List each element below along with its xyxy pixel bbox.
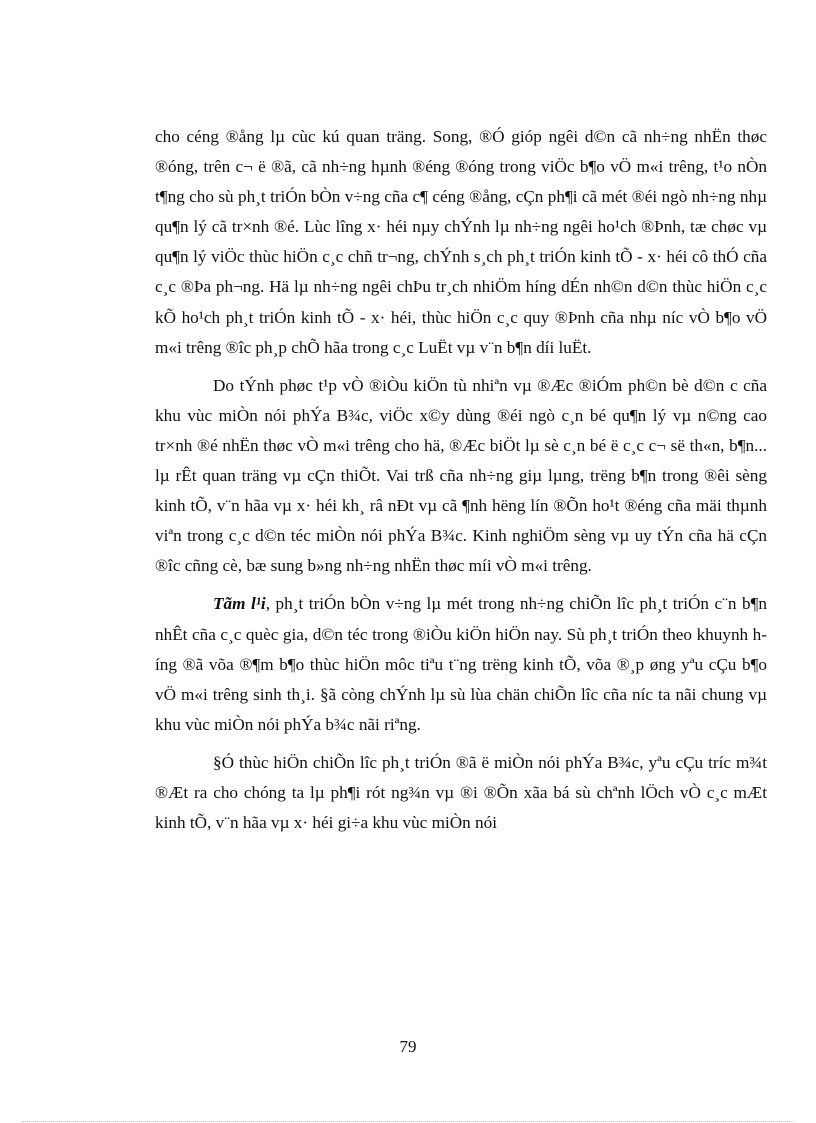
page-number: 79 [399, 1037, 417, 1056]
body-text [155, 122, 767, 838]
paragraph-2 [155, 371, 767, 582]
paragraph-3 [155, 589, 767, 739]
paragraph-4-text: §Ó thùc hiÖn chiÕn lîc ph¸t triÓn ®ã ë miÒn nói phÝa B¾c, yªu cÇu tríc m¾t ®Æt ra cho chóng ta lµ ph¶i rót ng¾n vµ ®i ®Õn xãa bá sù chªnh lÖch vÒ c¸c mÆt kinh tÕ, v¨n hãa vµ x· héi gi÷a khu vùc miÒn nói [155, 752, 767, 833]
paragraph-4 [155, 748, 767, 838]
footer-divider [22, 1121, 794, 1122]
paragraph-3-text: , ph¸t triÓn bÒn v÷ng lµ mét trong nh÷ng chiÕn lîc ph¸t triÓn c¨n b¶n nhÊt cña c¸c quèc gia, d©n téc trong ®iÒu kiÖn hiÖn nay. Sù ph¸t triÓn theo khuynh híng ®ã võa ®¶m b¶o thùc hiÖn môc tiªu t¨ng trëng kinh tÕ, võa ®¸p øng yªu cÇu b¶o vÖ m«i trêng sinh th¸i. §ã còng chÝnh lµ sù lùa chän chiÕn lîc cña níc ta nãi chung vµ khu vùc miÒn nói phÝa b¾c nãi riªng. [155, 594, 768, 734]
paragraph-1-text: cho céng ®ång lµ cùc kú quan träng. Song, ®Ó gióp ngêi d©n cã nh÷ng nhËn thøc ®óng, trên c¬ ë ®ã, cã nh÷ng hµnh ®éng ®óng trong viÖc b¶o vÖ m«i trêng, t¹o nÒn t¶ng cho sù ph¸t triÓn bÒn v÷ng cña c¶ céng ®ång, cÇn ph¶i cã mét ®éi ngò nh÷ng nhµ qu¶n lý cã tr×nh ®é. Lùc lîng x· héi nµy chÝnh lµ nh÷ng ngêi ho¹ch ®Þnh, tæ chøc vµ qu¶n lý viÖc thùc hiÖn c¸c chñ tr¬ng, chÝnh s¸ch ph¸t triÓn kinh tÕ - x· héi cô thÓ cña c¸c ®Þa ph¬ng. Hä lµ nh÷ng ngêi chÞu tr¸ch nhiÖm híng dÉn nh©n d©n thùc hiÖn c¸c kÕ ho¹ch ph¸t triÓn kinh tÕ - x· héi, thùc hiÖn c¸c quy ®Þnh cña nhµ níc vÒ b¶o vÖ m«i trêng ®îc ph¸p chÕ hãa trong c¸c LuËt vµ v¨n b¶n díi luËt. [155, 127, 767, 357]
paragraph-1 [155, 122, 767, 363]
paragraph-2-text: Do tÝnh phøc t¹p vÒ ®iÒu kiÖn tù nhiªn vµ ®Æc ®iÓm ph©n bè d©n c cña khu vùc miÒn nói phÝa B¾c, viÖc x©y dùng ®éi ngò c¸n bé qu¶n lý vµ n©ng cao tr×nh ®é nhËn thøc vÒ m«i trêng cho hä, ®Æc biÖt lµ sè c¸n bé ë c¸c c¬ së th«n, b¶n... lµ rÊt quan träng vµ cÇn thiÕt. Vai trß cña nh÷ng giµ lµng, trëng b¶n trong ®êi sèng kinh tÕ, v¨n hãa vµ x· héi kh¸ râ nÐt vµ cã ¶nh hëng lín ®Õn ho¹t ®éng cña mäi thµnh viªn trong c¸c d©n téc miÒn nói phÝa B¾c. Kinh nghiÖm sèng vµ uy tÝn cña hä cÇn ®îc cñng cè, bæ sung b»ng nh÷ng nhËn thøc míi vÒ m«i trêng. [155, 375, 767, 576]
paragraph-3-lead: Tãm l¹i [213, 594, 266, 614]
